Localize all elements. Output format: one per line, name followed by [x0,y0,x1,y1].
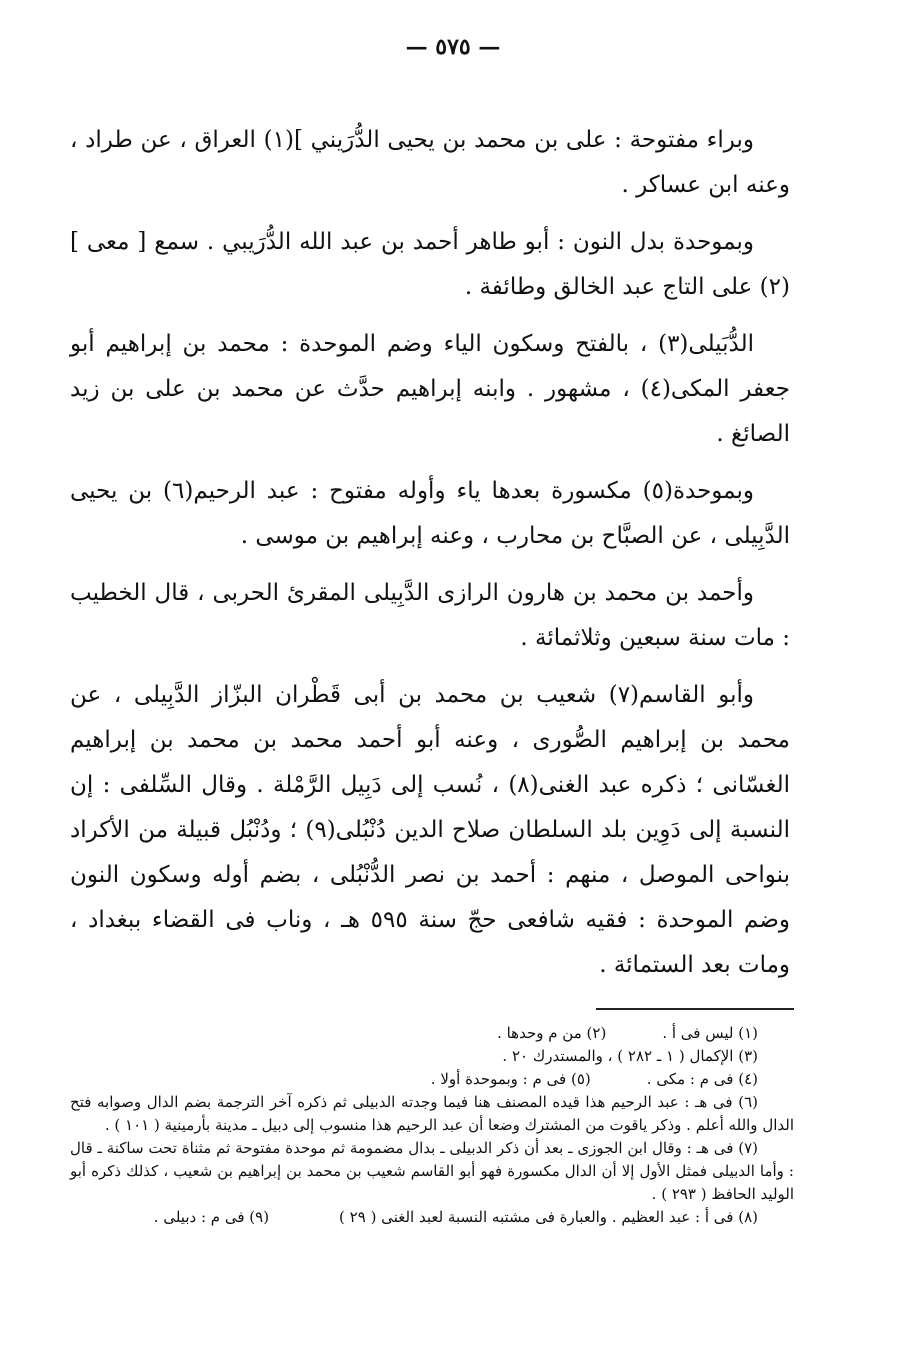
footnote-9: (٩) فى م : دبيلى . [153,1208,270,1226]
footnote-row [70,1045,794,1068]
footnotes [70,1022,794,1229]
page-number: — ٥٧٥ — [405,34,501,60]
paragraph-6: وأبو القاسم(٧) شعيب بن محمد بن أبى قَطْران البزّاز الدَّبِيلى ، عن محمد بن إبراهيم الصُّورى ، وعنه أبو أحمد محمد بن محمد بن إبراهيم الغسّانى ؛ ذكره عبد الغنى(٨) ، نُسب إلى دَبِيل الرَّمْلة . وقال السِّلفى : إن النسبة إلى دَوِين بلد السلطان صلاح الدين دُنْبُلى(٩) ؛ ودُنْبُل قبيلة من الأكراد بنواحى الموصل ، منهم : أحمد بن نصر الدُّنْبُلى ، بضم أوله وسكون النون وضم الموحدة : فقيه شافعى حجّ سنة ٥٩٥ هـ ، وناب فى القضاء ببغداد ، ومات بعد الستمائة . [70,682,790,978]
footnote-row [70,1068,794,1091]
paragraph-5: وأحمد بن محمد بن هارون الرازى الدَّبِيلى المقرئ الحربى ، قال الخطيب : مات سنة سبعين وثلاثمائة . [70,580,790,651]
footnote-1: (١) ليس فى أ . [662,1024,758,1042]
footnote-3: (٣) الإكمال ( ١ ـ ٢٨٢ ) ، والمستدرك ٢٠ . [502,1047,758,1065]
footnote-5: (٥) فى م : وبموحدة أولا . [430,1070,591,1088]
footnote-7: (٧) فى هـ : وقال ابن الجوزى ـ بعد أن ذكر الدبيلى ـ بدال مضمومة ثم موحدة مفتوحة ثم مثناة تحت ساكنة ـ قال : وأما الدبيلى فمثل الأول إلا أن الدال مكسورة فهو أبو القاسم شعيب بن محمد بن إبراهيم بن شعيب ، كذلك ذكره أبو الوليد الحافظ ( ٢٩٣ ) . [70,1139,794,1203]
paragraph-1: وبراء مفتوحة : على بن محمد بن يحيى الدُّرَيني ](١) العراق ، عن طراد ، وعنه ابن عساكر . [70,127,790,198]
paragraph-4: وبموحدة(٥) مكسورة بعدها ياء وأوله مفتوح : عبد الرحيم(٦) بن يحيى الدَّبِيلى ، عن الصبَّاح بن محارب ، وعنه إبراهيم بن موسى . [70,478,790,549]
paragraph-3: الدُّبَيلى(٣) ، بالفتح وسكون الياء وضم الموحدة : محمد بن إبراهيم أبو جعفر المكى(٤) ، مشهور . وابنه إبراهيم حدَّث عن محمد بن على بن زيد الصائغ . [70,331,790,447]
footnote-row [70,1022,794,1045]
footnote-separator [596,1008,794,1010]
footnote-4: (٤) فى م : مكى . [646,1070,758,1088]
paragraph-2: وبموحدة بدل النون : أبو طاهر أحمد بن عبد الله الدُّرَيبي . سمع [ معى ](٢) على التاج عبد الخالق وطائفة . [70,229,790,300]
main-text [70,118,790,1000]
footnote-6: (٦) فى هـ : عبد الرحيم هذا قيده المصنف هنا فيما وجدته الدبيلى ثم ذكره آخر الترجمة بضم الدال وصوابه فتح الدال والله أعلم . وذكر ياقوت من المشترك وضعا أن عبد الرحيم هذا منسوب إلى دبيل ـ مدينة بأرمينية ( ١٠١ ) . [70,1093,794,1134]
footnote-row [70,1206,794,1229]
footnote-8: (٨) فى أ : عبد العظيم . والعبارة فى مشتبه النسبة لعبد الغنى ( ٢٩ ) [339,1208,758,1226]
footnote-2: (٢) من م وحدها . [497,1024,607,1042]
